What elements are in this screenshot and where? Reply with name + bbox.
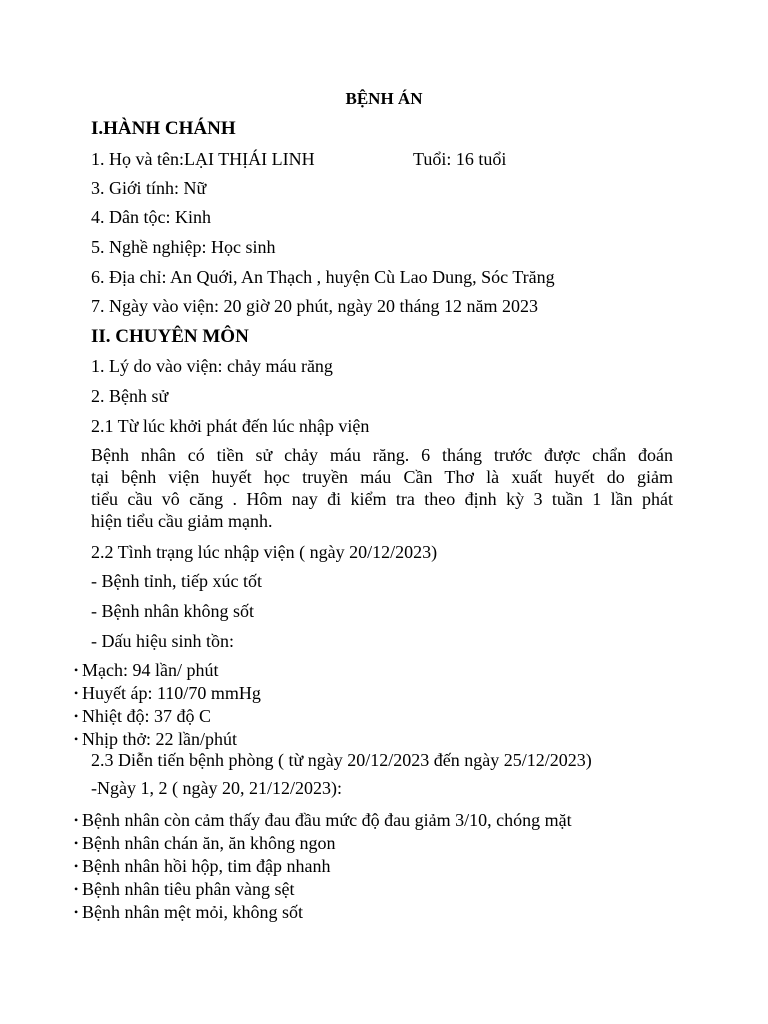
- onset-paragraph-line: tại bệnh viện huyết học truyền máu Cần Thơ là xuất huyết do giảm: [91, 467, 673, 487]
- section-heading-administrative: I.HÀNH CHÁNH: [91, 118, 236, 139]
- onset-paragraph-line: tiểu cầu vô căng . Hôm nay đi kiểm tra theo định kỳ 3 tuần 1 lần phát: [91, 489, 673, 509]
- vital-sign-item: [74, 705, 211, 727]
- status-heading: 2.2 Tình trạng lúc nhập viện ( ngày 20/12/2023): [91, 542, 438, 562]
- patient-gender: 3. Giới tính: Nữ: [91, 178, 207, 198]
- vital-sign-item: [74, 682, 261, 704]
- vital-sign-text: Mạch: 94 lần/ phút: [82, 660, 219, 680]
- vital-sign-text: Nhịp thở: 22 lần/phút: [82, 729, 238, 749]
- bullet-icon: •: [74, 882, 79, 896]
- admission-reason: 1. Lý do vào viện: chảy máu răng: [91, 356, 333, 376]
- day-progress-item: [74, 878, 294, 900]
- day-progress-item: [74, 832, 335, 854]
- patient-age: Tuổi: 16 tuổi: [413, 149, 507, 169]
- status-item: - Dấu hiệu sinh tồn:: [91, 631, 234, 651]
- day-progress-text: Bệnh nhân tiêu phân vàng sệt: [82, 879, 295, 899]
- onset-paragraph: [91, 444, 673, 532]
- vital-sign-text: Huyết áp: 110/70 mmHg: [82, 683, 261, 703]
- day-progress-text: Bệnh nhân còn cảm thấy đau đầu mức độ đau giảm 3/10, chóng mặt: [82, 810, 572, 830]
- onset-paragraph-line: hiện tiểu cầu giảm mạnh.: [91, 511, 273, 531]
- vital-sign-item: [74, 659, 218, 681]
- day-progress-item: [74, 901, 303, 923]
- day-progress-text: Bệnh nhân mệt mỏi, không sốt: [82, 902, 303, 922]
- bullet-icon: •: [74, 813, 79, 827]
- days-heading: -Ngày 1, 2 ( ngày 20, 21/12/2023):: [91, 778, 342, 798]
- patient-address: 6. Địa chỉ: An Quới, An Thạch , huyện Cù Lao Dung, Sóc Trăng: [91, 267, 555, 287]
- status-item: - Bệnh nhân không sốt: [91, 601, 254, 621]
- document-title: BỆNH ÁN: [345, 89, 423, 108]
- section-heading-professional: II. CHUYÊN MÔN: [91, 326, 249, 347]
- status-item: - Bệnh tỉnh, tiếp xúc tốt: [91, 571, 262, 591]
- day-progress-item: [74, 809, 572, 831]
- onset-heading: 2.1 Từ lúc khởi phát đến lúc nhập viện: [91, 416, 370, 436]
- bullet-icon: •: [74, 709, 79, 723]
- progress-heading: 2.3 Diễn tiến bệnh phòng ( từ ngày 20/12/2023 đến ngày 25/12/2023): [91, 750, 592, 770]
- onset-paragraph-line: Bệnh nhân có tiền sử chảy máu răng. 6 tháng trước được chẩn đoán: [91, 445, 673, 465]
- bullet-icon: •: [74, 905, 79, 919]
- day-progress-text: Bệnh nhân hồi hộp, tim đập nhanh: [82, 856, 331, 876]
- bullet-icon: •: [74, 836, 79, 850]
- vital-sign-item: [74, 728, 237, 750]
- bullet-icon: •: [74, 686, 79, 700]
- bullet-icon: •: [74, 859, 79, 873]
- patient-name-line: [91, 148, 315, 170]
- admission-datetime: 7. Ngày vào viện: 20 giờ 20 phút, ngày 20 tháng 12 năm 2023: [91, 296, 538, 316]
- patient-occupation: 5. Nghề nghiệp: Học sinh: [91, 237, 276, 257]
- vital-sign-text: Nhiệt độ: 37 độ C: [82, 706, 211, 726]
- patient-ethnicity: 4. Dân tộc: Kinh: [91, 207, 211, 227]
- history-heading: 2. Bệnh sử: [91, 386, 169, 406]
- patient-name: 1. Họ và tên:LẠI THỊÁI LINH: [91, 149, 315, 169]
- bullet-icon: •: [74, 663, 79, 677]
- bullet-icon: •: [74, 732, 79, 746]
- day-progress-text: Bệnh nhân chán ăn, ăn không ngon: [82, 833, 336, 853]
- day-progress-item: [74, 855, 330, 877]
